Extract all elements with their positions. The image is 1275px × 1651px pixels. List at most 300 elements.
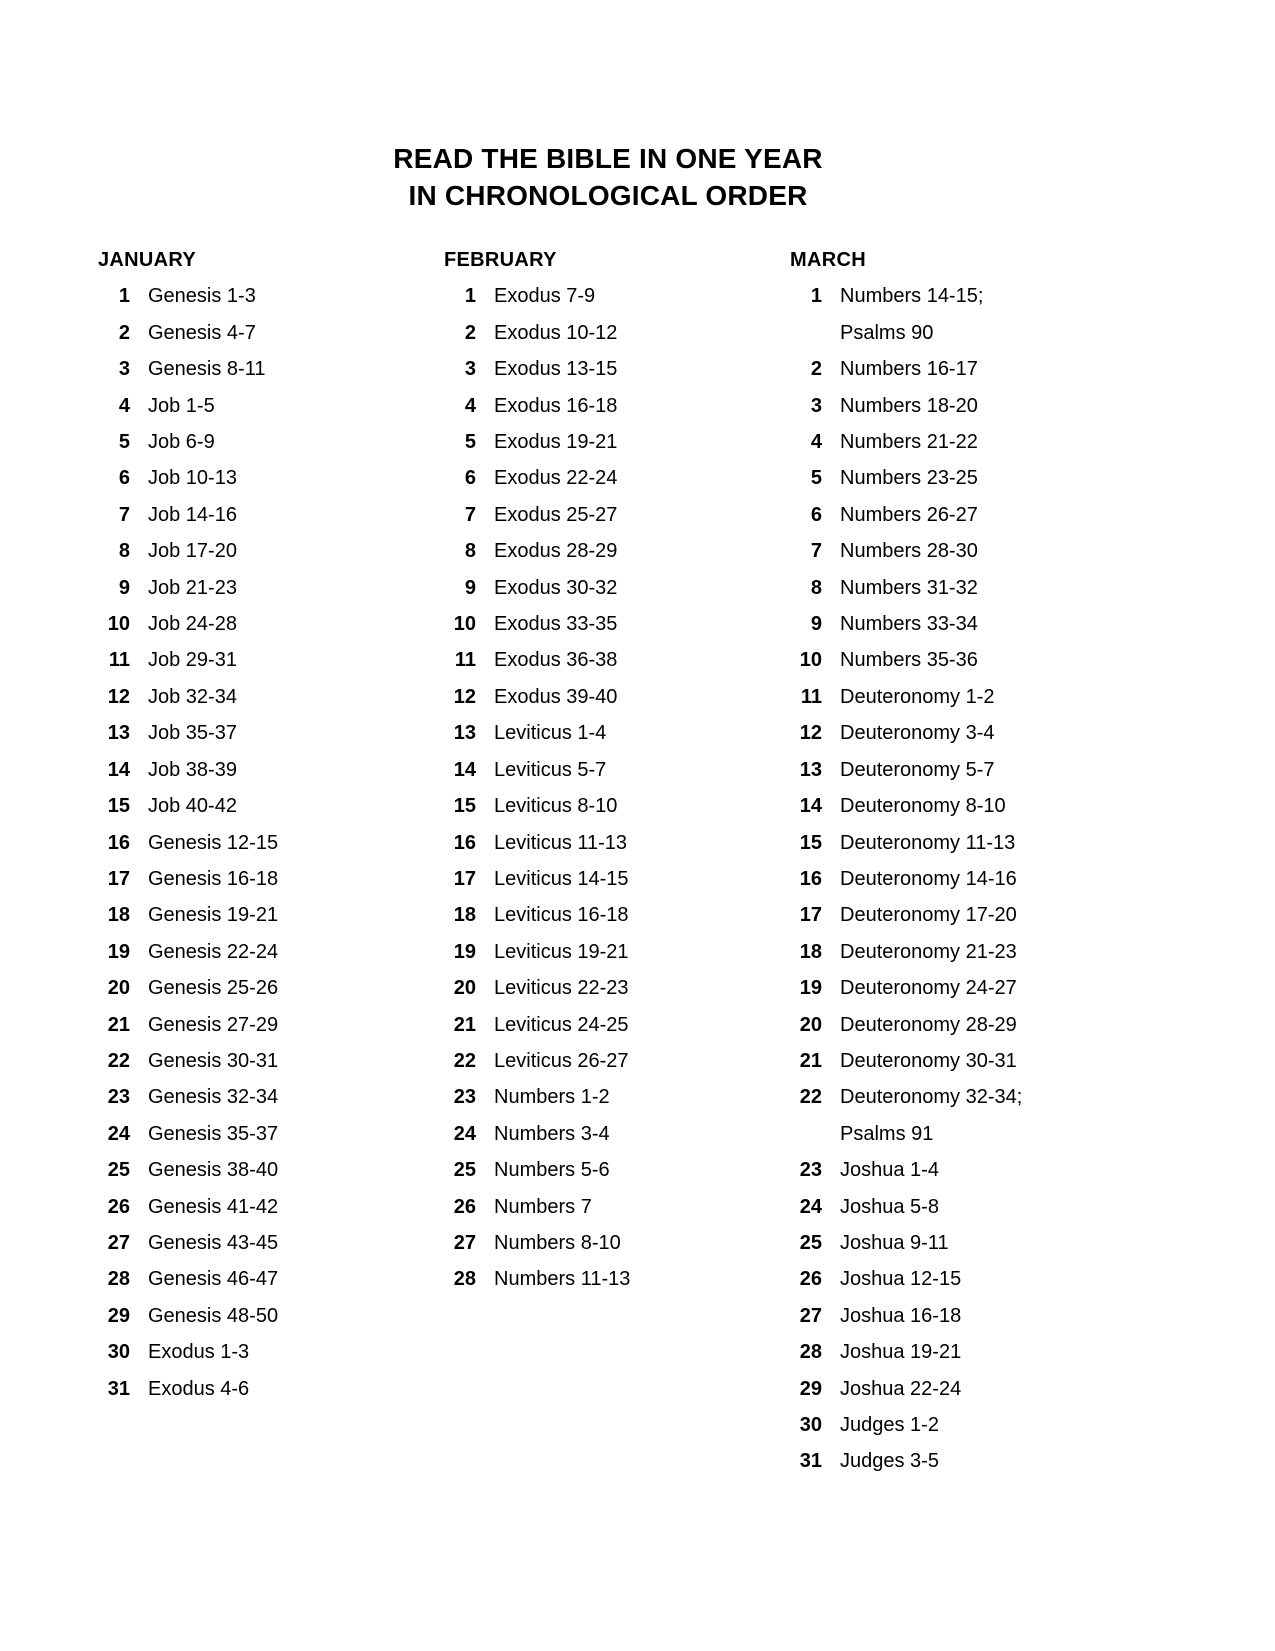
entry-day: 16	[799, 867, 822, 890]
entry-row	[98, 497, 444, 533]
reading-line: Exodus 13-15	[494, 358, 618, 381]
entry-row	[98, 970, 444, 1006]
entry-row	[444, 1007, 790, 1043]
entry-reading	[148, 825, 278, 861]
entry-day: 7	[464, 503, 476, 526]
entry-day: 27	[453, 1231, 476, 1254]
entry-row	[98, 679, 444, 715]
entry-row	[98, 606, 444, 642]
reading-line: Job 35-37	[148, 722, 237, 745]
entry-row	[790, 533, 1136, 569]
reading-line: Judges 3-5	[840, 1450, 939, 1473]
entry-reading	[148, 1043, 278, 1079]
entry-reading	[148, 1261, 278, 1297]
entry-reading	[148, 1079, 278, 1115]
reading-line: Leviticus 24-25	[494, 1013, 629, 1036]
entry-row	[790, 715, 1136, 751]
entry-row	[444, 1116, 790, 1152]
entry-row	[98, 460, 444, 496]
reading-line: Leviticus 22-23	[494, 977, 629, 1000]
reading-line: Numbers 8-10	[494, 1231, 621, 1254]
entry-day: 6	[118, 467, 130, 490]
entry-day: 10	[107, 613, 130, 636]
entry-day: 26	[453, 1195, 476, 1218]
month-column-january	[98, 242, 444, 1480]
entry-reading	[494, 1152, 610, 1188]
entry-reading	[494, 861, 629, 897]
reading-line: Exodus 4-6	[148, 1377, 250, 1400]
entry-day: 14	[107, 758, 130, 781]
reading-line: Joshua 9-11	[840, 1231, 949, 1254]
entry-day: 13	[799, 758, 822, 781]
reading-line: Exodus 33-35	[494, 613, 618, 636]
reading-line: Job 29-31	[148, 649, 237, 672]
entry-day: 17	[799, 904, 822, 927]
entry-reading	[148, 388, 215, 424]
entry-reading	[494, 679, 617, 715]
reading-line: Exodus 36-38	[494, 649, 618, 672]
entry-day: 13	[453, 722, 476, 745]
entry-reading	[494, 1079, 610, 1115]
reading-line: Leviticus 16-18	[494, 904, 629, 927]
entry-day: 30	[799, 1414, 822, 1436]
entry-reading	[840, 1334, 961, 1370]
entry-row	[98, 351, 444, 387]
entry-row	[444, 788, 790, 824]
reading-line: Job 6-9	[148, 431, 215, 454]
reading-line: Exodus 25-27	[494, 503, 618, 526]
reading-line: Joshua 19-21	[840, 1341, 962, 1364]
entry-reading	[494, 715, 606, 751]
entry-reading	[840, 497, 978, 533]
entry-day: 20	[107, 977, 130, 1000]
entry-reading	[148, 1189, 278, 1225]
month-column-march	[790, 242, 1136, 1480]
entry-row	[98, 1371, 444, 1407]
reading-line: Exodus 19-21	[494, 431, 618, 454]
entry-day: 3	[464, 358, 476, 381]
entry-row	[790, 1225, 1136, 1261]
entry-row	[98, 934, 444, 970]
entry-reading	[148, 570, 237, 606]
entry-reading	[840, 752, 995, 788]
reading-line: Numbers 14-15;	[840, 285, 984, 308]
month-column-february	[444, 242, 790, 1480]
reading-line: Genesis 4-7	[148, 321, 256, 344]
reading-line: Numbers 7	[494, 1195, 592, 1218]
entry-reading	[840, 606, 978, 642]
entry-day: 28	[107, 1268, 130, 1291]
reading-line: Psalms 91	[840, 1122, 934, 1145]
entry-day: 7	[810, 540, 822, 563]
reading-line: Job 14-16	[148, 503, 237, 526]
entry-reading	[494, 351, 617, 387]
reading-line: Job 38-39	[148, 758, 237, 781]
reading-line: Genesis 12-15	[148, 831, 279, 854]
entry-row	[444, 1043, 790, 1079]
entry-reading	[840, 1298, 961, 1334]
entry-day: 28	[453, 1268, 476, 1291]
entry-day: 20	[799, 1013, 822, 1036]
entry-day: 18	[453, 904, 476, 927]
entry-day: 8	[810, 576, 822, 599]
entry-reading	[148, 970, 278, 1006]
entry-day: 1	[810, 285, 822, 308]
entry-day: 18	[799, 940, 822, 963]
reading-line: Numbers 26-27	[840, 503, 978, 526]
reading-line: Joshua 5-8	[840, 1195, 939, 1218]
entry-reading	[148, 752, 237, 788]
reading-line: Leviticus 5-7	[494, 758, 607, 781]
entry-day: 4	[464, 394, 476, 417]
entry-row	[444, 1261, 790, 1297]
entry-day: 4	[118, 394, 130, 417]
entry-day: 25	[107, 1159, 130, 1182]
entry-row	[98, 315, 444, 351]
entry-reading	[148, 679, 237, 715]
entry-day: 31	[107, 1377, 130, 1400]
entry-reading	[840, 1261, 961, 1297]
entry-day: 5	[810, 467, 822, 490]
entry-day: 14	[799, 795, 822, 818]
entry-row	[790, 1043, 1136, 1079]
reading-line: Numbers 11-13	[494, 1268, 631, 1291]
entry-reading	[148, 1116, 278, 1152]
entry-row	[444, 606, 790, 642]
entry-day: 11	[800, 685, 822, 708]
entry-row	[444, 970, 790, 1006]
entry-reading	[148, 533, 237, 569]
entry-day: 5	[118, 431, 130, 454]
entry-day: 28	[799, 1341, 822, 1364]
entry-day: 19	[107, 940, 130, 963]
entry-row	[790, 1334, 1136, 1370]
entry-row	[444, 460, 790, 496]
entry-day: 26	[107, 1195, 130, 1218]
reading-line: Genesis 27-29	[148, 1013, 279, 1036]
reading-line: Job 40-42	[148, 795, 237, 818]
entry-row	[98, 1152, 444, 1188]
reading-line: Deuteronomy 30-31	[840, 1049, 1017, 1072]
entry-day: 6	[464, 467, 476, 490]
entry-day: 23	[453, 1086, 476, 1109]
entry-reading	[494, 1007, 629, 1043]
entry-day: 12	[799, 722, 822, 745]
entry-row	[790, 642, 1136, 678]
entry-day: 20	[453, 977, 476, 1000]
entry-row	[98, 1298, 444, 1334]
entry-row	[790, 570, 1136, 606]
entry-day: 1	[118, 285, 130, 308]
entry-reading	[840, 424, 978, 460]
reading-line: Numbers 35-36	[840, 649, 978, 672]
entry-day: 15	[107, 795, 130, 818]
page-title	[98, 140, 1118, 214]
entry-reading	[148, 715, 237, 751]
entry-day: 24	[453, 1122, 476, 1145]
entry-row	[790, 970, 1136, 1006]
entry-day: 25	[799, 1231, 822, 1254]
entry-row	[444, 1079, 790, 1115]
entry-day: 15	[453, 795, 476, 818]
entry-reading	[840, 1043, 1017, 1079]
reading-line: Deuteronomy 24-27	[840, 977, 1017, 1000]
entry-day: 6	[810, 503, 822, 526]
entry-day: 22	[453, 1049, 476, 1072]
entry-reading	[840, 642, 978, 678]
entry-reading	[840, 934, 1017, 970]
entry-reading	[494, 642, 617, 678]
entry-row	[98, 533, 444, 569]
entry-day: 12	[107, 685, 130, 708]
reading-line: Leviticus 19-21	[494, 940, 629, 963]
entry-row	[444, 934, 790, 970]
reading-line: Deuteronomy 21-23	[840, 940, 1017, 963]
entry-day: 8	[464, 540, 476, 563]
entry-day: 11	[108, 649, 130, 672]
reading-line: Numbers 21-22	[840, 431, 978, 454]
reading-line: Genesis 19-21	[148, 904, 279, 927]
reading-line: Deuteronomy 3-4	[840, 722, 995, 745]
entry-day: 10	[799, 649, 822, 672]
entry-day: 9	[464, 576, 476, 599]
reading-line: Joshua 12-15	[840, 1268, 962, 1291]
entry-row	[790, 861, 1136, 897]
entry-reading	[494, 1261, 630, 1297]
entry-reading	[840, 1407, 939, 1443]
entry-row	[790, 1407, 1136, 1443]
entry-row	[98, 788, 444, 824]
reading-line: Genesis 43-45	[148, 1231, 279, 1254]
entry-day: 9	[118, 576, 130, 599]
entry-day: 23	[799, 1159, 822, 1182]
entry-row	[444, 1152, 790, 1188]
entry-day: 2	[118, 321, 130, 344]
entry-day: 4	[810, 431, 822, 454]
entry-row	[790, 497, 1136, 533]
entry-reading	[840, 388, 978, 424]
entry-row	[790, 788, 1136, 824]
reading-line: Job 32-34	[148, 685, 237, 708]
entry-row	[98, 424, 444, 460]
entry-reading	[840, 825, 1015, 861]
entry-row	[444, 497, 790, 533]
entry-reading	[494, 460, 617, 496]
reading-line: Numbers 1-2	[494, 1086, 610, 1109]
entry-row	[98, 1189, 444, 1225]
entry-reading	[840, 715, 995, 751]
entry-reading	[494, 970, 629, 1006]
entry-reading	[494, 497, 617, 533]
entry-reading	[840, 460, 978, 496]
entry-day: 3	[810, 394, 822, 417]
reading-line: Genesis 35-37	[148, 1122, 279, 1145]
entry-row	[790, 460, 1136, 496]
reading-line: Numbers 5-6	[494, 1159, 610, 1182]
reading-line: Exodus 22-24	[494, 467, 618, 490]
entry-reading	[494, 897, 629, 933]
entry-day: 10	[453, 613, 476, 636]
entry-day: 21	[107, 1013, 130, 1036]
entry-day: 26	[799, 1268, 822, 1291]
entry-row	[790, 1261, 1136, 1297]
reading-line: Leviticus 1-4	[494, 722, 607, 745]
entry-reading	[840, 897, 1017, 933]
reading-line: Joshua 22-24	[840, 1377, 962, 1400]
entry-row	[790, 1443, 1136, 1479]
entry-day: 25	[453, 1159, 476, 1182]
entry-day: 13	[107, 722, 130, 745]
entry-day: 21	[799, 1049, 822, 1072]
calendar-columns	[98, 242, 1275, 1480]
entry-day: 19	[799, 977, 822, 1000]
entry-reading	[840, 788, 1006, 824]
reading-line: Exodus 30-32	[494, 576, 618, 599]
entry-row	[790, 606, 1136, 642]
entry-reading	[494, 388, 617, 424]
entry-reading	[148, 897, 278, 933]
entry-reading	[494, 1189, 592, 1225]
reading-line: Judges 1-2	[840, 1414, 939, 1436]
entry-day: 3	[118, 358, 130, 381]
entry-reading	[840, 1443, 939, 1479]
entry-reading	[148, 424, 215, 460]
entry-day: 11	[454, 649, 476, 672]
entry-row	[790, 679, 1136, 715]
entry-row	[98, 278, 444, 314]
entry-reading	[148, 278, 256, 314]
entry-reading	[494, 752, 606, 788]
entry-row	[98, 1261, 444, 1297]
entry-reading	[148, 460, 237, 496]
entry-day: 15	[799, 831, 822, 854]
reading-line: Genesis 8-11	[148, 358, 266, 381]
entry-day: 22	[107, 1049, 130, 1072]
entry-row	[790, 1152, 1136, 1188]
entry-reading	[840, 1152, 939, 1188]
entry-reading	[840, 1189, 939, 1225]
month-header: JANUARY	[98, 249, 197, 271]
entry-row	[98, 825, 444, 861]
entry-row	[444, 897, 790, 933]
reading-line: Genesis 48-50	[148, 1304, 279, 1327]
entry-reading	[494, 1225, 621, 1261]
title-line-1: READ THE BIBLE IN ONE YEAR	[393, 143, 823, 174]
reading-line: Leviticus 8-10	[494, 795, 618, 818]
entry-row	[444, 278, 790, 314]
entry-reading	[840, 351, 978, 387]
month-header: MARCH	[790, 249, 866, 271]
entry-reading	[840, 1225, 949, 1261]
entry-row	[790, 351, 1136, 387]
entry-day: 2	[464, 321, 476, 344]
entry-row	[790, 1007, 1136, 1043]
reading-line: Deuteronomy 8-10	[840, 795, 1006, 818]
entry-day: 14	[453, 758, 476, 781]
entry-row	[98, 715, 444, 751]
reading-line: Job 24-28	[148, 613, 237, 636]
reading-line: Exodus 28-29	[494, 540, 618, 563]
entry-day: 16	[453, 831, 476, 854]
entry-reading	[840, 861, 1017, 897]
entry-day: 27	[107, 1231, 130, 1254]
entry-day: 27	[799, 1304, 822, 1327]
entry-day: 12	[453, 685, 476, 708]
entry-day: 31	[799, 1450, 822, 1473]
reading-line: Leviticus 26-27	[494, 1049, 629, 1072]
entry-reading	[840, 533, 978, 569]
entry-day: 17	[107, 867, 130, 890]
entry-reading	[840, 1079, 1022, 1152]
entry-row	[98, 1043, 444, 1079]
entry-row	[790, 1079, 1136, 1152]
reading-line: Deuteronomy 5-7	[840, 758, 995, 781]
entry-day: 30	[107, 1341, 130, 1364]
entry-reading	[148, 351, 265, 387]
reading-line: Psalms 90	[840, 321, 934, 344]
reading-line: Deuteronomy 28-29	[840, 1013, 1017, 1036]
reading-line: Numbers 23-25	[840, 467, 978, 490]
entry-row	[444, 1225, 790, 1261]
entry-row	[444, 715, 790, 751]
entry-reading	[148, 1334, 249, 1370]
reading-line: Numbers 33-34	[840, 613, 978, 636]
entry-row	[444, 825, 790, 861]
entry-row	[98, 1116, 444, 1152]
entry-day: 17	[453, 867, 476, 890]
entry-day: 18	[107, 904, 130, 927]
reading-line: Joshua 16-18	[840, 1304, 962, 1327]
entry-day: 8	[118, 540, 130, 563]
entry-row	[790, 1189, 1136, 1225]
entry-reading	[148, 934, 278, 970]
entry-reading	[494, 788, 617, 824]
entry-reading	[840, 570, 978, 606]
entry-row	[444, 315, 790, 351]
entry-row	[98, 897, 444, 933]
reading-line: Numbers 16-17	[840, 358, 978, 381]
entry-row	[444, 570, 790, 606]
title-line-2: IN CHRONOLOGICAL ORDER	[408, 180, 808, 211]
reading-line: Deuteronomy 11-13	[840, 831, 1016, 854]
entry-reading	[840, 1007, 1017, 1043]
entry-reading	[840, 1371, 961, 1407]
entry-row	[444, 351, 790, 387]
reading-line: Numbers 31-32	[840, 576, 978, 599]
entry-reading	[148, 1007, 278, 1043]
reading-line: Genesis 41-42	[148, 1195, 279, 1218]
entry-reading	[148, 315, 256, 351]
entry-reading	[148, 861, 278, 897]
reading-line: Genesis 46-47	[148, 1268, 279, 1291]
reading-line: Exodus 39-40	[494, 685, 618, 708]
month-header: FEBRUARY	[444, 249, 557, 271]
entry-reading	[148, 1152, 278, 1188]
entry-day: 9	[810, 613, 822, 636]
entry-row	[444, 861, 790, 897]
entry-reading	[494, 424, 617, 460]
entry-reading	[840, 679, 995, 715]
entry-day: 24	[799, 1195, 822, 1218]
entry-row	[444, 424, 790, 460]
entry-row	[98, 1079, 444, 1115]
entry-day: 23	[107, 1086, 130, 1109]
entry-row	[790, 825, 1136, 861]
entry-reading	[148, 1225, 278, 1261]
entry-row	[790, 897, 1136, 933]
entry-row	[98, 861, 444, 897]
entry-reading	[494, 606, 617, 642]
